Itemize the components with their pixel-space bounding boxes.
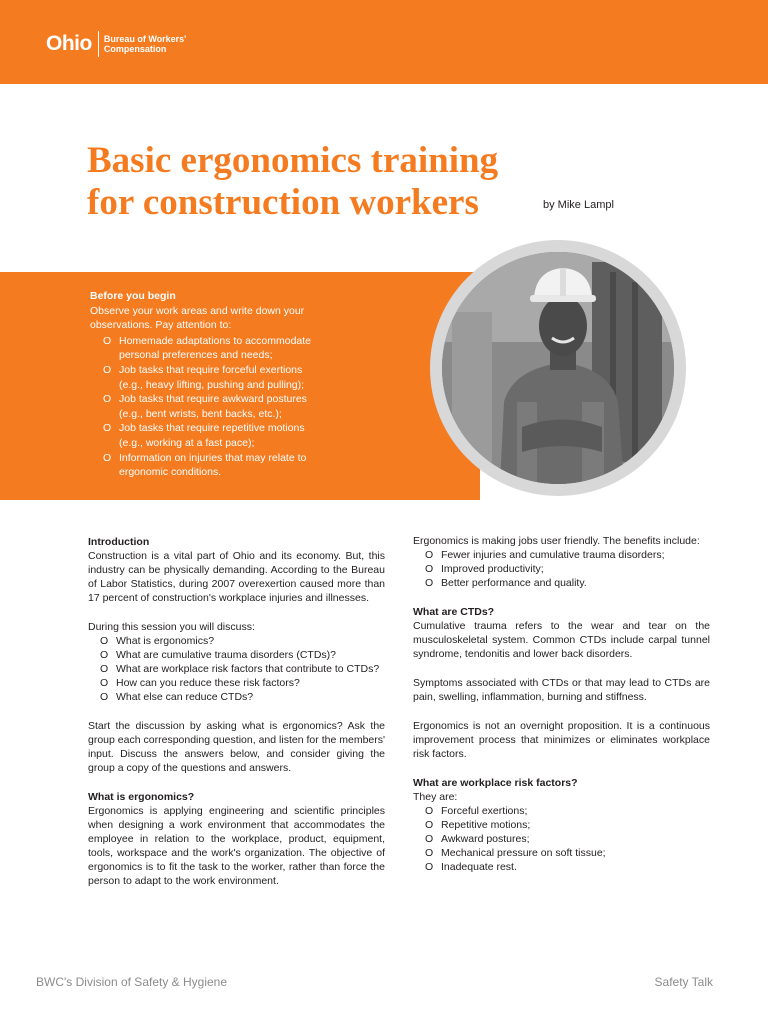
list-item-text: How can you reduce these risk factors?: [116, 677, 300, 689]
footer-division: BWC's Division of Safety & Hygiene: [36, 975, 228, 989]
agency-name: [104, 34, 187, 54]
introduction-heading: Introduction: [88, 536, 150, 548]
footer-series: Safety Talk: [654, 975, 713, 989]
agency-line-2: Compensation: [103, 44, 167, 54]
risk-factors-heading: What are workplace risk factors?: [413, 777, 578, 789]
list-item: [88, 676, 385, 690]
list-item: [90, 334, 328, 363]
benefits-section: [413, 534, 710, 590]
page-title: [87, 140, 498, 224]
list-item: [413, 832, 710, 846]
bullet-marker: O: [425, 847, 434, 859]
list-item-text: Mechanical pressure on soft tissue;: [441, 847, 606, 859]
bullet-marker: O: [103, 422, 112, 435]
list-item-text: Job tasks that require repetitive motions (e.g., working at a fast pace);: [119, 422, 305, 449]
before-you-begin-box: [90, 289, 328, 480]
start-section: [88, 719, 385, 775]
before-heading: Before you begin: [90, 290, 176, 302]
risk-factors-section: [413, 776, 710, 874]
list-item: [88, 662, 385, 676]
list-item: [413, 562, 710, 576]
symptoms-section: [413, 676, 710, 704]
bullet-marker: O: [100, 635, 109, 647]
list-item-text: Forceful exertions;: [441, 805, 528, 817]
construction-worker-image: [442, 252, 674, 484]
list-item-text: Job tasks that require awkward postures (e.g., bent wrists, bent backs, etc.);: [119, 393, 307, 420]
list-item-text: What is ergonomics?: [116, 635, 215, 647]
worker-photo: [442, 252, 674, 484]
ohio-bwc-logo: [46, 31, 186, 57]
introduction-text: Construction is a vital part of Ohio and its economy. But, this industry can be physically demanding. According to the Bureau of Labor Statistics, during 2007 overexertion caused more than 17 percent of construction's workplace injuries and illnesses.: [88, 550, 385, 604]
process-text: Ergonomics is not an overnight proposition. It is a continuous improvement process that minimizes or eliminates workplace risk factors.: [413, 720, 710, 760]
bullet-marker: O: [100, 677, 109, 689]
bullet-marker: O: [425, 577, 434, 589]
list-item: [413, 576, 710, 590]
list-item-text: Improved productivity;: [441, 563, 544, 575]
list-item: [90, 451, 328, 480]
list-item-text: Repetitive motions;: [441, 819, 531, 831]
bullet-marker: O: [425, 861, 434, 873]
list-item: [413, 804, 710, 818]
benefits-text: Ergonomics is making jobs user friendly. The benefits include:: [413, 535, 700, 547]
worker-photo-frame: [430, 240, 686, 496]
header-band: [0, 0, 768, 84]
before-list: [90, 334, 328, 480]
byline: by Mike Lampl: [543, 199, 614, 211]
list-item-text: Information on injuries that may relate to ergonomic conditions.: [119, 451, 307, 479]
discussion-intro: During this session you will discuss:: [88, 621, 255, 633]
list-item: [90, 392, 328, 421]
process-section: [413, 719, 710, 761]
logo-wordmark: Ohio: [46, 32, 92, 55]
bullet-marker: O: [425, 805, 434, 817]
what-is-ergonomics-section: [88, 790, 385, 888]
bullet-marker: O: [425, 563, 434, 575]
right-column: [413, 534, 710, 889]
list-item: [413, 860, 710, 874]
bullet-marker: O: [425, 549, 434, 561]
discussion-section: [88, 620, 385, 704]
list-item-text: Inadequate rest.: [441, 861, 517, 873]
introduction-section: [88, 535, 385, 605]
agency-line-1: Bureau of Workers': [103, 34, 187, 44]
before-text: Observe your work areas and write down your observations. Pay attention to:: [90, 304, 305, 332]
start-text: Start the discussion by asking what is ergonomics? Ask the group each corresponding question, and listen for the members' input. Discuss the answers below, and consider giving the group a copy of the questions and answers.: [88, 720, 385, 774]
discussion-list: [88, 634, 385, 704]
list-item-text: Awkward postures;: [441, 833, 530, 845]
benefits-list: [413, 548, 710, 590]
list-item-text: Better performance and quality.: [441, 577, 587, 589]
left-column: [88, 535, 385, 903]
ergonomics-text: Ergonomics is applying engineering and scientific principles when designing a work environment that accommodates the employee in relation to the workplace, product, equipment, tools, workspace and the work's organization. The objective of ergonomics is to fit the task to the worker, rather than force the person to adapt to the work environment.: [88, 805, 385, 887]
list-item-text: What else can reduce CTDs?: [116, 691, 254, 703]
logo-divider: [98, 31, 99, 57]
list-item-text: Fewer injuries and cumulative trauma disorders;: [441, 549, 665, 561]
bullet-marker: O: [425, 833, 434, 845]
list-item-text: Job tasks that require forceful exertions (e.g., heavy lifting, pushing and pulling);: [119, 363, 305, 391]
list-item: [413, 846, 710, 860]
risk-factors-list: [413, 804, 710, 874]
ctds-section: [413, 605, 710, 661]
list-item: [88, 648, 385, 662]
ergonomics-heading: What is ergonomics?: [88, 791, 195, 803]
title-line-2: for construction workers: [87, 182, 479, 223]
list-item: [413, 818, 710, 832]
risk-factors-text: They are:: [413, 791, 458, 803]
list-item: [88, 690, 385, 704]
ctds-text: Cumulative trauma refers to the wear and tear on the musculoskeletal system. Common CTDs include carpal tunnel syndrome, tendonitis and lower back disorders.: [413, 620, 710, 660]
list-item: [90, 363, 328, 392]
list-item: [413, 548, 710, 562]
bullet-marker: O: [100, 649, 109, 661]
symptoms-text: Symptoms associated with CTDs or that may lead to CTDs are pain, swelling, inflammation, burning and stiffness.: [413, 677, 710, 703]
bullet-marker: O: [103, 334, 112, 347]
list-item: [88, 634, 385, 648]
ctds-heading: What are CTDs?: [413, 606, 495, 618]
title-line-1: Basic ergonomics training: [87, 140, 499, 181]
bullet-marker: O: [100, 691, 109, 703]
list-item-text: What are workplace risk factors that contribute to CTDs?: [116, 663, 380, 675]
bullet-marker: O: [103, 363, 112, 376]
list-item-text: Homemade adaptations to accommodate personal preferences and needs;: [119, 334, 312, 362]
bullet-marker: O: [100, 663, 109, 675]
bullet-marker: O: [103, 393, 112, 406]
bullet-marker: O: [425, 819, 434, 831]
list-item: [90, 421, 328, 450]
list-item-text: What are cumulative trauma disorders (CTDs)?: [116, 649, 336, 661]
bullet-marker: O: [103, 451, 112, 464]
